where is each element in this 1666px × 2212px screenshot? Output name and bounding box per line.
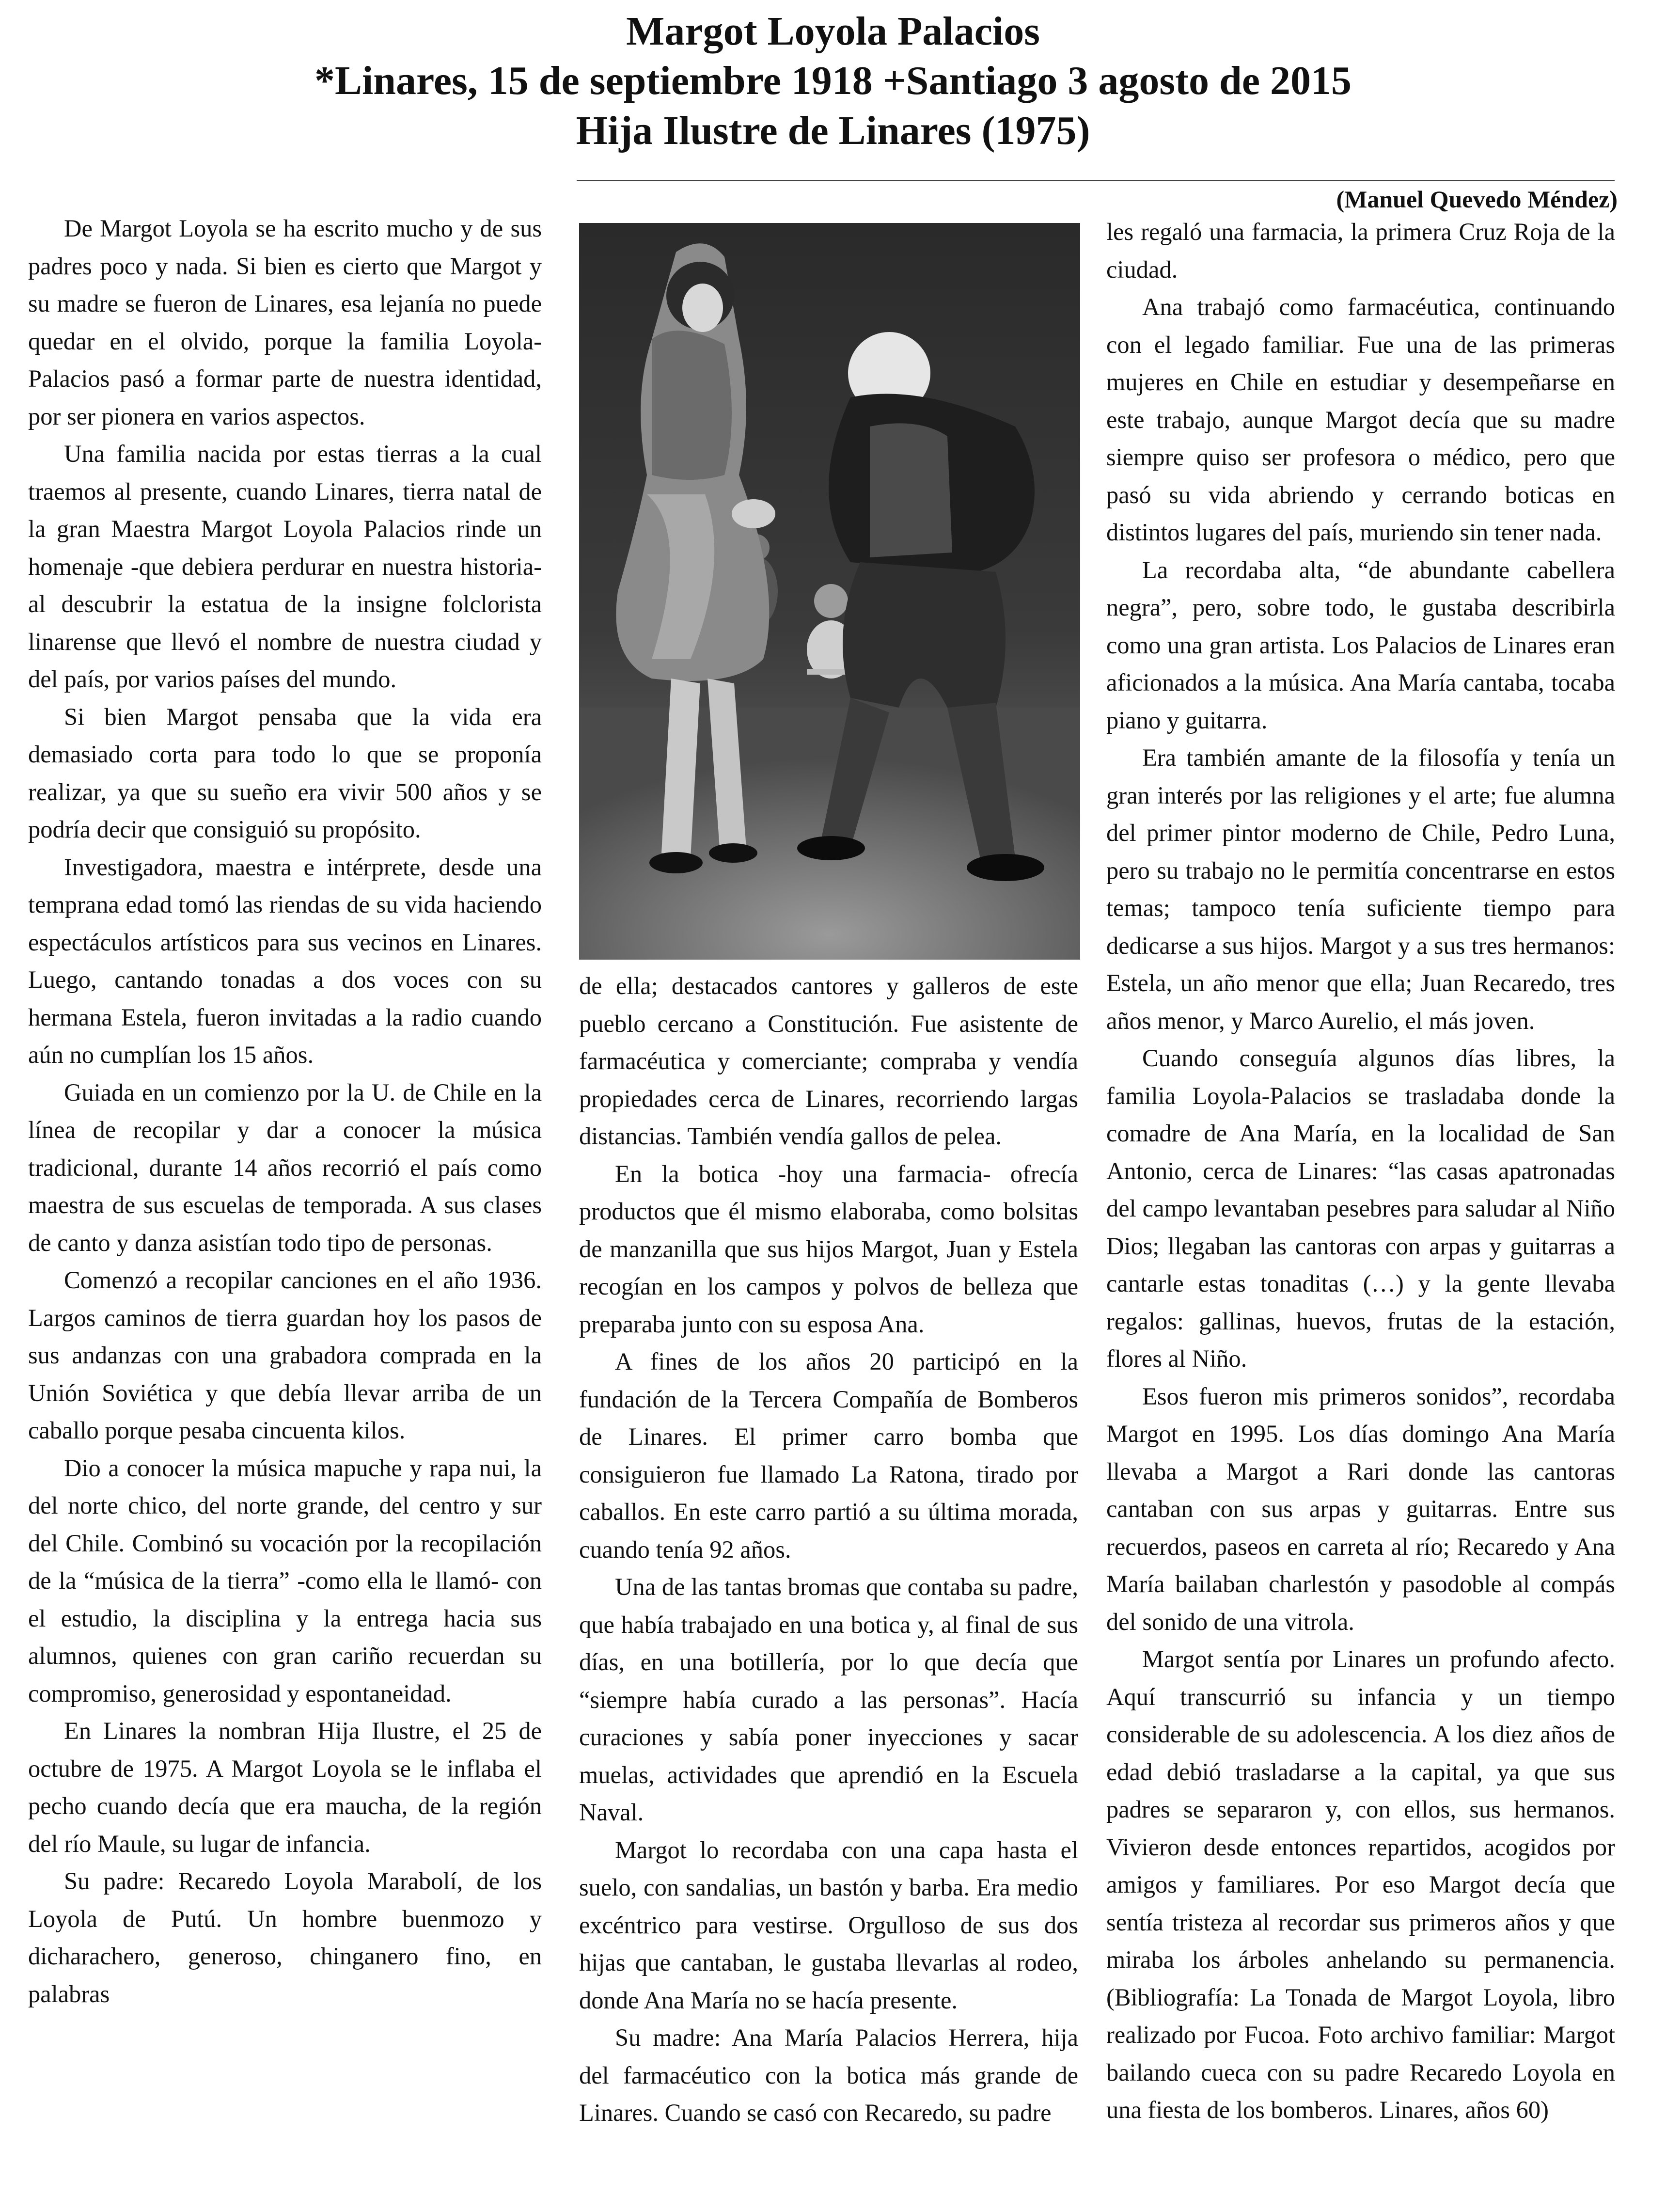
- paragraph: Su madre: Ana María Palacios Herrera, hija del farmacéutico con la botica más grande de Linares. Cuando se casó con Recaredo, su padre: [579, 2024, 1078, 2126]
- dancing-photo: [579, 223, 1080, 960]
- article-honor: Hija Ilustre de Linares (1975): [576, 108, 1090, 153]
- paragraph: Dio a conocer la música mapuche y rapa nui, la del norte chico, del norte grande, del centro y sur del Chile. Combinó su vocación por la recopilación de la “música de la tierra” -como ella le llamó- con el estudio, la disciplina y la entrega hacia sus alumnos, quienes con gran cariño recuerdan su compromiso, generosidad y espontaneidad.: [28, 1454, 542, 1707]
- paragraph: Su padre: Recaredo Loyola Marabolí, de los Loyola de Putú. Un hombre buenmozo y dicharachero, generoso, chinganero fino, en palabras: [28, 1867, 542, 2007]
- paragraph: Una familia nacida por estas tierras a la cual traemos al presente, cuando Linares, tierra natal de la gran Maestra Margot Loyola Palacios rinde un homenaje -que debiera perdurar en nuestra historia- al descubrir la estatua de la insigne folclorista linarense que llevó el nombre de nuestra ciudad y del país, por varios países del mundo.: [28, 440, 542, 693]
- paragraph: En la botica -hoy una farmacia- ofrecía productos que él mismo elaboraba, como bolsitas de manzanilla que sus hijos Margot, Juan y Estela recogían en los campos y polvos de belleza que preparaba junto con su esposa Ana.: [579, 1160, 1078, 1338]
- paragraph: Si bien Margot pensaba que la vida era demasiado corta para todo lo que se proponía realizar, ya que su sueño era vivir 500 años y se podría decir que consiguió su propósito.: [28, 703, 542, 843]
- column-2: [579, 967, 1078, 2132]
- paragraph: Ana trabajó como farmacéutica, continuando con el legado familiar. Fue una de las primeras mujeres en Chile en estudiar y desempeñarse en este trabajo, aunque Margot decía que su madre siempre quiso ser profesora o médico, pero que pasó su vida abriendo y cerrando boticas en distintos lugares del país, muriendo sin tener nada.: [1106, 293, 1615, 546]
- paragraph: Era también amante de la filosofía y tenía un gran interés por las religiones y el arte; fue alumna del primer pintor moderno de Chile, Pedro Luna, pero su trabajo no le permitía concentrarse en estos temas; tampoco tenía suficiente tiempo para dedicarse a sus hijos. Margot y a sus tres hermanos: Estela, un año menor que ella; Juan Recaredo, tres años menor, y Marco Aurelio, el más joven.: [1106, 744, 1615, 1034]
- paragraph: de ella; destacados cantores y galleros de este pueblo cercano a Constitución. Fue asistente de farmacéutica y comerciante; compraba y vendía propiedades cerca de Linares, recorriendo largas distancias. También vendía gallos de pelea.: [579, 972, 1078, 1150]
- paragraph: Margot sentía por Linares un profundo afecto. Aquí transcurrió su infancia y un tiempo considerable de su adolescencia. A los diez años de edad debió trasladarse a la capital, ya que sus padres se separaron y, con ellos, sus hermanos. Vivieron desde entonces repartidos, acogidos por amigos y familiares. Por eso Margot decía que sentía tristeza al recordar sus primeros años y que miraba los árboles anhelando su permanencia. (Bibliografía: La Tonada de Margot Loyola, libro realizado por Fucoa. Foto archivo familiar: Margot bailando cueca con su padre Recaredo Loyola en una fiesta de los bomberos. Linares, años 60): [1106, 1645, 1615, 2123]
- paragraph: Comenzó a recopilar canciones en el año 1936. Largos caminos de tierra guardan hoy los pasos de sus andanzas con una grabadora comprada en la Unión Soviética y que debía llevar arriba de un caballo porque pesaba cincuenta kilos.: [28, 1266, 542, 1444]
- author-byline: (Manuel Quevedo Méndez): [1336, 186, 1618, 213]
- photo-illustration: [579, 223, 1080, 960]
- article-title: Margot Loyola Palacios: [626, 9, 1040, 54]
- paragraph: De Margot Loyola se ha escrito mucho y de sus padres poco y nada. Si bien es cierto que Margot y su madre se fueron de Linares, esa lejanía no puede quedar en el olvido, porque la familia Loyola-Palacios pasó a formar parte de nuestra identidad, por ser pionera en varios aspectos.: [28, 215, 542, 430]
- paragraph: Guiada en un comienzo por la U. de Chile en la línea de recopilar y dar a conocer la música tradicional, durante 14 años recorrió el país como maestra de sus escuelas de temporada. A sus clases de canto y danza asistían todo tipo de personas.: [28, 1078, 542, 1256]
- paragraph: Una de las tantas bromas que contaba su padre, que había trabajado en una botica y, al final de sus días, en una botillería, por lo que decía que “siempre había curado a las personas”. Hacía curaciones y sabía poner inyecciones y sacar muelas, actividades que aprendió en la Escuela Naval.: [579, 1573, 1078, 1826]
- header-rule: [577, 180, 1615, 181]
- column-3: [1106, 213, 1615, 2129]
- paragraph: Cuando conseguía algunos días libres, la familia Loyola-Palacios se trasladaba donde la comadre de Ana María, en la localidad de San Antonio, cerca de Linares: “las casas apatronadas del campo levantaban pesebres para saludar al Niño Dios; llegaban las cantoras con arpas y guitarras a cantarle estas tonaditas (…) y la gente llevaba regalos: gallinas, huevos, frutas de la estación, flores al Niño.: [1106, 1044, 1615, 1372]
- column-1: [28, 210, 542, 2013]
- paragraph: A fines de los años 20 participó en la fundación de la Tercera Compañía de Bomberos de Linares. El primer carro bomba que consiguieron fue llamado La Ratona, tirado por caballos. En este carro partió a su última morada, cuando tenía 92 años.: [579, 1348, 1078, 1563]
- paragraph: les regaló una farmacia, la primera Cruz Roja de la ciudad.: [1106, 218, 1615, 283]
- article-dates: *Linares, 15 de septiembre 1918 +Santiago 3 agosto de 2015: [314, 58, 1352, 103]
- paragraph: La recordaba alta, “de abundante cabellera negra”, pero, sobre todo, le gustaba describirla como una gran artista. Los Palacios de Linares eran aficionados a la música. Ana María cantaba, tocaba piano y guitarra.: [1106, 556, 1615, 734]
- paragraph: Esos fueron mis primeros sonidos”, recordaba Margot en 1995. Los días domingo Ana María llevaba a Margot a Rari donde las cantoras cantaban con sus arpas y guitarras. Entre sus recuerdos, paseos en carreta al río; Recaredo y Ana María bailaban charlestón y pasodoble al compás del sonido de una vitrola.: [1106, 1382, 1615, 1635]
- paragraph: En Linares la nombran Hija Ilustre, el 25 de octubre de 1975. A Margot Loyola se le inflaba el pecho cuando decía que era maucha, de la región del río Maule, su lugar de infancia.: [28, 1717, 542, 1857]
- paragraph: Investigadora, maestra e intérprete, desde una temprana edad tomó las riendas de su vida haciendo espectáculos artísticos para sus vecinos en Linares. Luego, cantando tonadas a dos voces con su hermana Estela, fueron invitadas a la radio cuando aún no cumplían los 15 años.: [28, 853, 542, 1068]
- paragraph: Margot lo recordaba con una capa hasta el suelo, con sandalias, un bastón y barba. Era medio excéntrico para vestirse. Orgulloso de sus dos hijas que cantaban, le gustaba llevarlas al rodeo, donde Ana María no se hacía presente.: [579, 1836, 1078, 2014]
